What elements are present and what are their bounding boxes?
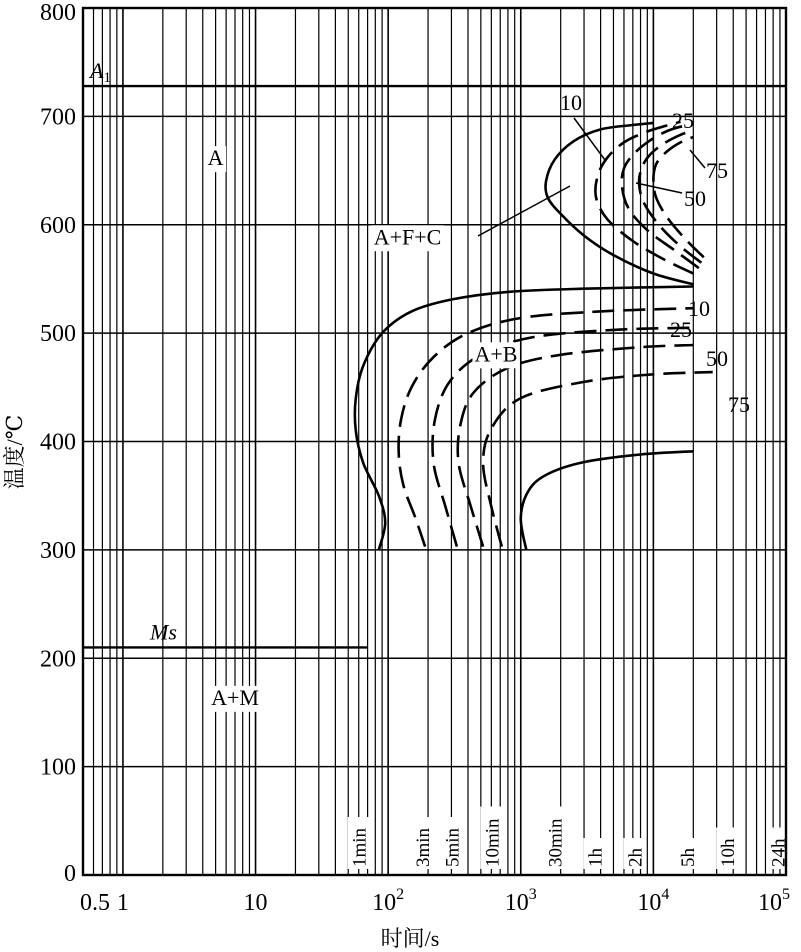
lower-curve-10 xyxy=(399,308,694,546)
lower-curve-label-50: 50 xyxy=(706,346,728,371)
reference-lines xyxy=(83,58,786,647)
x-axis-ticks xyxy=(80,886,790,916)
x-tick-label: $10^3$ xyxy=(504,886,537,916)
time-marker-label: 24h xyxy=(768,838,790,867)
y-tick-label: 200 xyxy=(40,646,76,673)
upper-curve-label-10: 10 xyxy=(560,90,582,115)
y-tick-label: 500 xyxy=(40,321,76,348)
y-tick-label: 600 xyxy=(40,212,76,239)
x-tick-label: 1 xyxy=(116,890,129,916)
upper-curve-label-50: 50 xyxy=(684,186,706,211)
label-leader-upper-75 xyxy=(690,150,705,168)
time-markers xyxy=(348,807,790,870)
time-marker-label: 5h xyxy=(678,848,700,867)
y-axis-ticks xyxy=(40,0,76,887)
x-tick-label: 10 xyxy=(243,890,268,916)
region-label: A+F+C xyxy=(373,224,442,250)
x-tick-label: $10^5$ xyxy=(758,886,790,916)
y-tick-label: 0 xyxy=(64,861,76,887)
y-axis-title: 温度/℃ xyxy=(2,414,27,490)
region-label: A xyxy=(207,145,224,171)
lower-curve-0 xyxy=(355,287,693,550)
label-leader-upper-50 xyxy=(636,183,682,193)
time-marker-label: 3min xyxy=(413,827,435,867)
grid xyxy=(83,8,786,875)
x-tick-label: 0.5 xyxy=(80,890,110,916)
time-marker-label: 10h xyxy=(718,838,740,867)
x-tick-label: $10^4$ xyxy=(637,886,670,916)
region-labels xyxy=(205,145,519,712)
lower-curve-label-75: 75 xyxy=(728,392,750,417)
time-marker-label: 10min xyxy=(482,818,504,867)
reference-line-label-a1: A1 xyxy=(90,58,111,87)
transformation-curves xyxy=(355,122,713,550)
time-marker-label: 30min xyxy=(545,818,567,867)
y-tick-label: 300 xyxy=(40,537,76,564)
upper-curve-label-25: 25 xyxy=(672,108,694,133)
y-tick-label: 100 xyxy=(40,754,76,781)
y-tick-label: 700 xyxy=(40,104,76,131)
time-marker-label: 2h xyxy=(625,848,647,867)
upper-curve-label-75: 75 xyxy=(706,158,728,183)
reference-line-label-ms: Ms xyxy=(150,619,177,645)
time-marker-label: 1h xyxy=(585,848,607,867)
y-tick-label: 800 xyxy=(40,0,76,26)
time-marker-label: 5min xyxy=(442,827,464,867)
lower-curve-label-10: 10 xyxy=(688,296,710,321)
region-label: A+B xyxy=(474,341,518,367)
lower-curve-100 xyxy=(521,451,694,550)
lower-curve-label-25: 25 xyxy=(670,317,692,342)
x-tick-label: $10^2$ xyxy=(372,886,405,916)
x-axis-title: 时间/s xyxy=(380,926,440,951)
y-tick-label: 400 xyxy=(40,429,76,456)
region-label: A+M xyxy=(211,684,259,710)
time-marker-label: 1min xyxy=(349,827,371,867)
